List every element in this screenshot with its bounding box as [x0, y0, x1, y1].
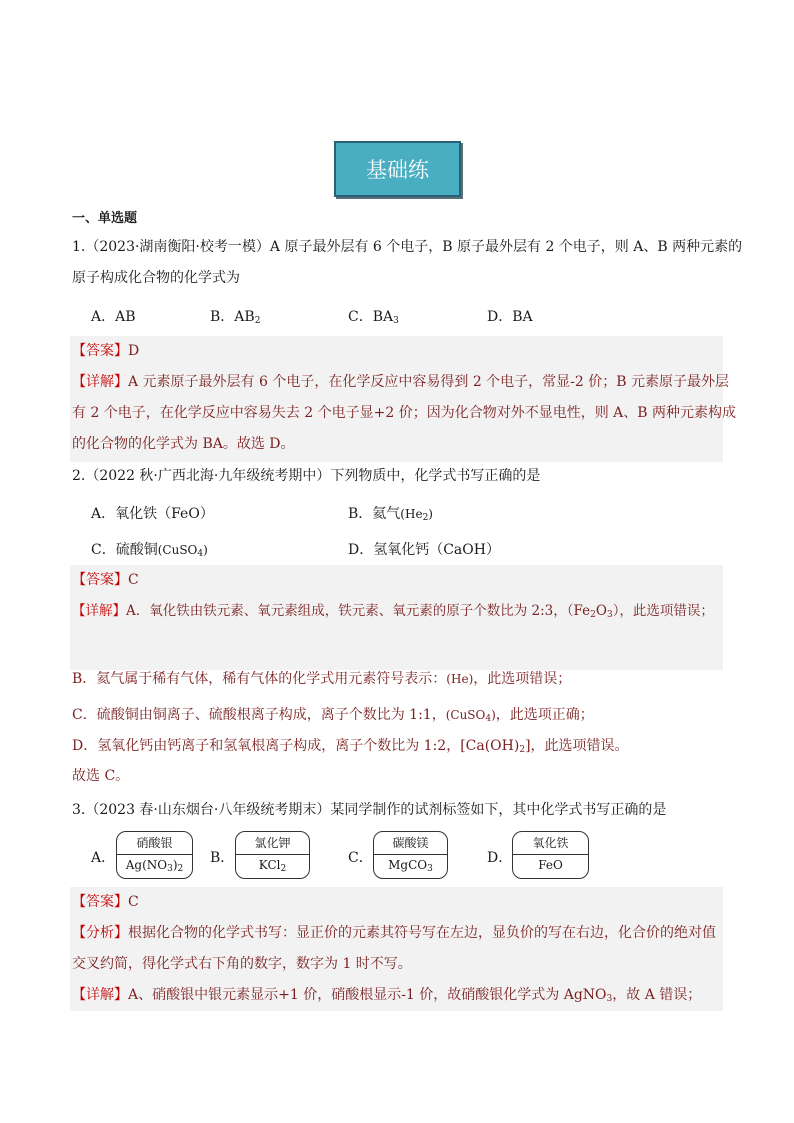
q3-label-d — [512, 831, 589, 879]
q3-analysis-line2: 交叉约简，得化学式右下角的数字，数字为 1 时不写。 — [72, 956, 412, 972]
q2-detail-a: 【详解】A．氧化铁由铁元素、氧元素组成，铁元素、氧元素的原子个数比为 2:3，$(Fe_2O_3)$，此选项错误； — [72, 603, 714, 620]
q1-detail-line2: 有 2 个电子，在化学反应中容易失去 2 个电子显+2 价；因为化合物对外不显电性，则 A、B 两种元素构成 — [72, 405, 736, 421]
q2-stem: 2.（2022 秋·广西北海·九年级统考期中）下列物质中，化学式书写正确的是 — [72, 468, 541, 484]
q3-answer: 【答案】C — [72, 894, 139, 910]
q3-label-b — [235, 831, 310, 879]
q1-stem-line1: 1.（2023·湖南衡阳·校考一模）A 原子最外层有 6 个电子，B 原子最外层有 2 个电子，则 A、B 两种元素的 — [72, 239, 743, 255]
q3-label-d-name: 氧化铁 — [513, 832, 588, 855]
q1-answer: 【答案】D — [72, 343, 140, 359]
q1-detail-line1: 【详解】A 元素原子最外层有 6 个电子，在化学反应中容易得到 2 个电子，常显-2 价；B 元素原子最外层 — [72, 374, 729, 390]
q3-option-a-letter: A． — [91, 850, 116, 866]
q3-label-d-formula: FeO — [538, 858, 563, 872]
q3-option-b-letter: B． — [210, 850, 235, 866]
q1-stem-line2: 原子构成化合物的化学式为 — [72, 270, 240, 286]
q3-detail-line1: 【详解】A、硝酸银中银元素显示+1 价，硝酸根显示-1 价，故硝酸银化学式为 AgNO$_3$，故 A 错误； — [72, 987, 702, 1004]
q2-option-b: B．氦气$(He_2)$ — [348, 506, 433, 523]
q2-option-d: D．氢氧化钙（CaOH） — [348, 542, 500, 558]
q2-detail-b: B．氦气属于稀有气体，稀有气体的化学式用元素符号表示：(He)，此选项错误； — [72, 671, 572, 687]
q2-detail-c: C．硫酸铜由铜离子、硫酸根离子构成，离子个数比为 1:1，(CuSO$_4$)，此选项正确； — [72, 707, 594, 724]
q3-label-a-name: 硝酸银 — [117, 832, 192, 855]
q2-option-a: A．氧化铁（FeO） — [91, 506, 214, 522]
q3-stem: 3.（2023 春·山东烟台·八年级统考期末）某同学制作的试剂标签如下，其中化学式书写正确的是 — [72, 802, 667, 818]
q2-option-c: C．硫酸铜(CuSO$_4$) — [91, 542, 208, 559]
q3-label-a-formula: $Ag(NO_3)_2$ — [125, 858, 184, 874]
q1-option-d: D．BA — [487, 309, 533, 325]
section-title-box — [334, 141, 461, 197]
q3-analysis-line1: 【分析】根据化合物的化学式书写：显正价的元素其符号写在左边，显负价的写在右边，化合价的绝对值 — [72, 925, 716, 941]
q3-label-b-formula: KCl$_2$ — [258, 858, 287, 874]
q1-option-a: A．AB — [91, 309, 136, 325]
q3-label-b-name: 氯化钾 — [236, 832, 309, 855]
q1-detail-line3: 的化合物的化学式为 BA。故选 D。 — [72, 436, 295, 452]
page-title: 基础练 — [366, 158, 429, 182]
q3-option-d-letter: D． — [487, 850, 513, 866]
q3-option-c-letter: C． — [348, 850, 373, 866]
q2-conclusion: 故选 C。 — [72, 768, 130, 784]
q1-option-c: C．$BA_3$ — [348, 309, 399, 326]
q3-label-c — [373, 831, 448, 879]
q3-label-c-name: 碳酸镁 — [374, 832, 447, 855]
q2-detail-d: D．氢氧化钙由钙离子和氢氧根离子构成，离子个数比为 1:2，$[Ca(OH)_2]$，此选项错误。 — [72, 738, 629, 755]
q2-answer: 【答案】C — [72, 572, 139, 588]
q3-label-c-formula: MgCO$_3$ — [388, 858, 433, 874]
q1-option-b: B．$AB_2$ — [210, 309, 261, 326]
section-heading: 一、单选题 — [72, 211, 138, 226]
q3-label-a — [116, 831, 193, 879]
